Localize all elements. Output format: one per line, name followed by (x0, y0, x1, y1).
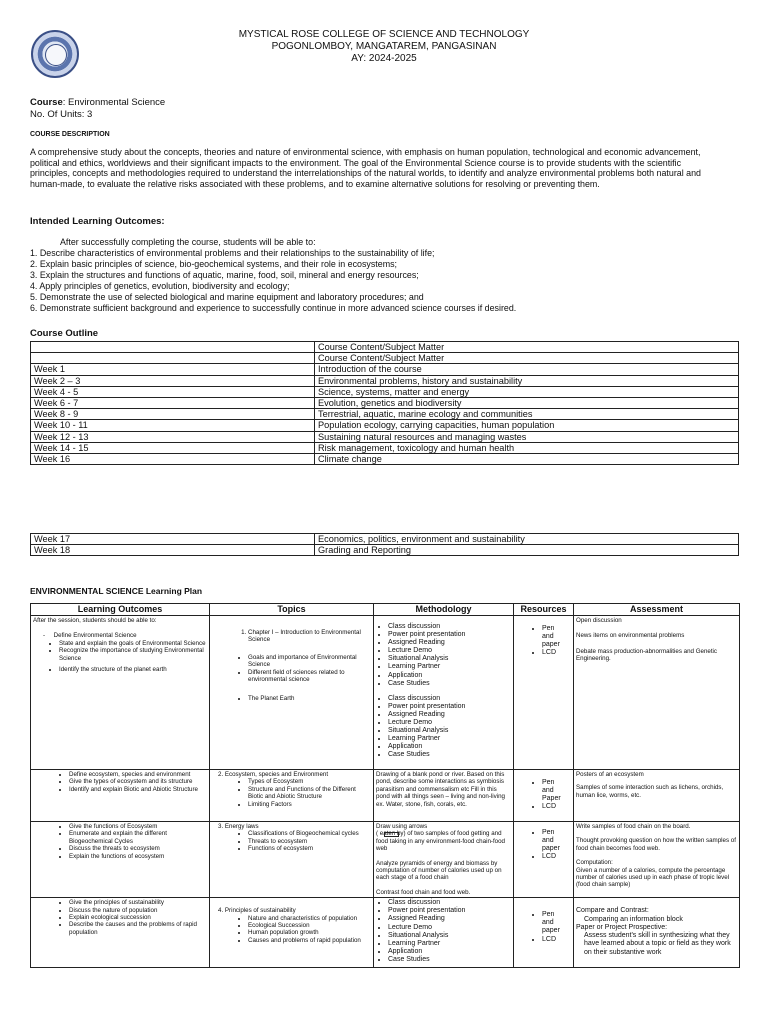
topics-cell (210, 770, 374, 822)
content-cell: Grading and Reporting (315, 545, 739, 556)
list-item: • Explain ecological succession (69, 914, 207, 921)
content-cell: Course Content/Subject Matter (315, 342, 739, 353)
list-item: • Give the functions of Ecosystem (69, 823, 207, 830)
assessment-text: Thought provoking question on how the written samples of food chain becomes food web. (576, 837, 736, 852)
resources-cell (514, 770, 574, 822)
table-row (31, 342, 739, 353)
list-item: • Power point presentation (388, 907, 511, 915)
assessment-text: Posters of an ecosystem (576, 771, 644, 778)
methodology-cell: Drawing of a blank pond or river. Based on this pond, describe some interactions as symbiosis parasitism and commensalism etc Fill in this pond with all things seen – living and non-living ex. Water, stone, fish, corals, etc. (374, 770, 514, 822)
topic-title: 2. Ecosystem, species and Environment (218, 771, 329, 778)
assessment-text: Write samples of food chain on the board. (576, 823, 691, 830)
method-text: Analyze pyramids of energy and biomass by computation of number of calories used up on each stage of a food chain (376, 859, 502, 882)
list-item: • Recognize the importance of studying Environmental Science (59, 647, 207, 662)
list-item: • Pen and paper (542, 829, 564, 853)
ilo-item: 2. Explain basic principles of science, bio-geochemical systems, and their role in ecosystems; (30, 259, 397, 269)
lo-list (33, 899, 207, 936)
header-assessment: Assessment (574, 604, 740, 616)
list-item: 1. Chapter I – Introduction to Environmental Science (248, 629, 371, 644)
header-methodology: Methodology (374, 604, 514, 616)
methodology-cell (374, 898, 514, 968)
assessment-cell (574, 770, 740, 822)
college-address: POGONLOMBOY, MANGATAREM, PANGASINAN (271, 41, 497, 52)
method-list (376, 899, 511, 964)
list-item: • Goals and importance of Environmental Science (248, 654, 371, 669)
list-item: • Limiting Factors (248, 801, 371, 808)
lo-list (33, 666, 207, 673)
list-item: • Situational Analysis (388, 932, 511, 940)
list-item: • Give the types of ecosystem and its structure (69, 778, 207, 785)
list-item: • LCD (542, 803, 564, 811)
header-topics: Topics (210, 604, 374, 616)
list-item: • Learning Partner (388, 663, 511, 671)
lo-dash-item: - Define Environmental Science (43, 632, 137, 640)
week-cell: Week 16 (31, 453, 315, 464)
list-item: • Define ecosystem, species and environment (69, 771, 207, 778)
week-cell: Week 2 – 3 (31, 375, 315, 386)
assessment-text: Samples of some interaction such as lichens, orchids, human lice, worms, etc. (576, 784, 724, 799)
content-cell: Climate change (315, 453, 739, 464)
list-item: • Application (388, 743, 511, 751)
list-item: • Assigned Reading (388, 915, 511, 923)
assessment-text: Debate mass production-abnormalities and Genetic Engineering. (576, 647, 718, 663)
course-line (30, 97, 165, 108)
assessment-text: Open discussion (576, 617, 622, 624)
list-item: • LCD (542, 649, 562, 657)
list-item: • Types of Ecosystem (248, 778, 371, 785)
course-label: Course (30, 97, 63, 108)
week-cell: Week 1 (31, 364, 315, 375)
ilo-item: 5. Demonstrate the use of selected biological and marine equipment and laboratory procedures; and (30, 292, 424, 302)
list-item: • Enumerate and explain the different Biogeochemical Cycles (69, 830, 207, 845)
topics-cell (210, 822, 374, 898)
list-item: • LCD (542, 853, 564, 861)
header-resources: Resources (514, 604, 574, 616)
resources-cell (514, 616, 574, 770)
header-learning-outcomes: Learning Outcomes (31, 604, 210, 616)
list-item: • Class discussion (388, 899, 511, 907)
lo-intro: After the session, students should be able to: (33, 617, 157, 624)
method-list (376, 623, 511, 688)
table-header-row (31, 604, 740, 616)
content-cell: Introduction of the course (315, 364, 739, 375)
course-outline-table-continued (30, 533, 739, 556)
learning-outcomes-cell (31, 770, 210, 822)
list-item: • Structure and Functions of the Different Biotic and Abiotic Structure (248, 786, 371, 801)
assessment-text: News items on environmental problems (576, 632, 685, 640)
course-value: : Environmental Science (62, 97, 166, 108)
ilo-item: 4. Apply principles of genetics, evolution, biodiversity and ecology; (30, 281, 290, 291)
content-cell: Sustaining natural resources and managing wastes (315, 431, 739, 442)
methodology-cell (374, 616, 514, 770)
list-item: • State and explain the goals of Environmental Science (59, 640, 207, 647)
list-item: • Discuss the threats to ecosystem (69, 845, 207, 852)
list-item: • Nature and characteristics of population (248, 915, 371, 922)
list-item: • Pen and paper (542, 911, 564, 935)
table-row (31, 364, 739, 375)
table-row (31, 770, 740, 822)
lo-text: Define Environmental Science (53, 632, 137, 640)
list-item: • Classifications of Biogeochemical cycles (248, 830, 371, 837)
list-item: • Case Studies (388, 956, 511, 964)
method-text: ( eaten by) of two samples of food getting and food taking in any environment-food chain-food web (376, 830, 505, 853)
table-row (31, 898, 740, 968)
week-cell: Week 6 - 7 (31, 397, 315, 408)
table-row (31, 822, 740, 898)
list-item: • LCD (542, 936, 564, 944)
list-item: • Learning Partner (388, 735, 511, 743)
learning-plan-table (30, 603, 740, 968)
assessment-cell (574, 616, 740, 770)
method-text-arrow-line (376, 830, 511, 852)
topics-cell (210, 898, 374, 968)
ilo-item: 3. Explain the structures and functions of aquatic, marine, food, soil, mineral and energy resources; (30, 270, 419, 280)
week-cell: Week 14 - 15 (31, 442, 315, 453)
list-item: • Ecological Succession (248, 922, 371, 929)
list-item: • Discuss the nature of population (69, 907, 207, 914)
topic-sublist (212, 778, 371, 808)
college-name: MYSTICAL ROSE COLLEGE OF SCIENCE AND TECHNOLOGY (238, 29, 530, 40)
table-row (31, 545, 739, 556)
learning-outcomes-cell (31, 898, 210, 968)
resources-cell (514, 822, 574, 898)
learning-outcomes-cell (31, 616, 210, 770)
table-row (31, 409, 739, 420)
week-cell: Week 4 - 5 (31, 386, 315, 397)
content-cell: Environmental problems, history and sustainability (315, 375, 739, 386)
list-item: • Application (388, 948, 511, 956)
list-item: • Class discussion (388, 623, 511, 631)
list-item: • Application (388, 672, 511, 680)
ilo-heading: Intended Learning Outcomes: (30, 216, 165, 227)
table-row (31, 375, 739, 386)
list-item: • Give the principles of sustainability (69, 899, 207, 906)
list-item: • Learning Partner (388, 940, 511, 948)
list-item: • Lecture Demo (388, 719, 511, 727)
resource-list (516, 829, 564, 861)
content-cell: Evolution, genetics and biodiversity (315, 397, 739, 408)
week-cell (31, 342, 315, 353)
table-row (31, 453, 739, 464)
assessment-text: Paper or Project Prospective: (576, 923, 668, 931)
table-row (31, 420, 739, 431)
table-row (31, 397, 739, 408)
assessment-text: Computation: (576, 859, 613, 867)
lo-list (33, 640, 207, 662)
content-cell: Economics, politics, environment and sustainability (315, 534, 739, 545)
list-item: • Power point presentation (388, 703, 511, 711)
content-cell: Risk management, toxicology and human health (315, 442, 739, 453)
topic-sublist (212, 695, 371, 702)
list-item: • Case Studies (388, 751, 511, 759)
academic-year: AY: 2024-2025 (351, 53, 417, 64)
units: No. Of Units: 3 (30, 109, 93, 120)
ilo-list (30, 237, 730, 314)
list-item: • Identify and explain Biotic and Abiotic Structure (69, 786, 207, 793)
list-item: • Pen and paper (542, 625, 562, 649)
table-row (31, 534, 739, 545)
topics-cell (210, 616, 374, 770)
list-item: • Functions of ecosystem (248, 845, 371, 852)
list-item: • Situational Analysis (388, 727, 511, 735)
list-item: • Describe the causes and the problems of rapid population (69, 921, 207, 936)
resource-list (516, 911, 564, 943)
table-row (31, 386, 739, 397)
week-cell: Week 10 - 11 (31, 420, 315, 431)
topic-sublist (212, 654, 371, 684)
list-item: • Situational Analysis (388, 655, 511, 663)
table-row (31, 353, 739, 364)
week-cell: Week 17 (31, 534, 315, 545)
list-item: • Causes and problems of rapid population (248, 937, 371, 944)
lo-list (33, 823, 207, 860)
assessment-cell (574, 898, 740, 968)
assessment-text: Comparing an information block (584, 915, 683, 923)
lo-list (33, 771, 207, 793)
content-cell: Terrestrial, aquatic, marine ecology and communities (315, 409, 739, 420)
assessment-text: Compare and Contrast: (576, 907, 649, 915)
list-item: • Case Studies (388, 680, 511, 688)
ilo-item: 6. Demonstrate sufficient background and experience to successfully continue in more advanced science courses if desired. (30, 303, 517, 313)
assessment-cell (574, 822, 740, 898)
learning-outcomes-cell (31, 822, 210, 898)
ilo-item: 1. Describe characteristics of environmental problems and their relationships to the sustainability of life; (30, 248, 435, 258)
method-text: Draw using arrows (376, 823, 428, 830)
ilo-intro: After successfully completing the course, students will be able to: (60, 237, 316, 247)
list-item: • Explain the functions of ecosystem (69, 853, 207, 860)
topic-sublist (212, 830, 371, 852)
topic-title: 4. Principles of sustainability (218, 907, 296, 915)
table-row (31, 442, 739, 453)
list-item: • Assigned Reading (388, 639, 511, 647)
table-row (31, 431, 739, 442)
resources-cell (514, 898, 574, 968)
assessment-text: Given a number of a calories, compute the percentage number of calories used up in each phase of tropic level (food chain sample) (576, 866, 730, 889)
content-cell: Course Content/Subject Matter (315, 353, 739, 364)
topic-list (212, 629, 371, 644)
week-cell: Week 12 - 13 (31, 431, 315, 442)
list-item: • Power point presentation (388, 631, 511, 639)
method-list (376, 695, 511, 760)
list-item: • Different field of sciences related to environmental science (248, 669, 371, 684)
course-description-heading: COURSE DESCRIPTION (30, 131, 110, 138)
list-item: • Pen and Paper (542, 779, 564, 803)
topic-sublist (212, 915, 371, 945)
list-item: • Lecture Demo (388, 647, 511, 655)
topic-title: 3. Energy laws (218, 823, 259, 830)
list-item: • Class discussion (388, 695, 511, 703)
course-outline-heading: Course Outline (30, 328, 99, 339)
method-text: Contrast food chain and food web. (376, 888, 471, 896)
week-cell (31, 353, 315, 364)
content-cell: Science, systems, matter and energy (315, 386, 739, 397)
list-item: • Identify the structure of the planet earth (59, 666, 207, 673)
list-item: • Human population growth (248, 929, 371, 936)
resource-list (516, 625, 562, 657)
resource-list (516, 779, 564, 811)
course-description: A comprehensive study about the concepts, theories and nature of environmental science, with emphasis on human population, technological and economic advancement, political and ethics, worldviews and their significant impacts to the environment. The goal of the Environmental Science course is to provide students with the scientific principles, concepts and methodologies required to understand the interrelationships of the natural worlds, to identify and analyze environmental problems both natural and human-made, to evaluate the relative risks associated with these problems, and to examine alternative solutions for resolving or preventing them. (30, 147, 701, 190)
list-item: • Lecture Demo (388, 924, 511, 932)
table-row (31, 616, 740, 770)
methodology-cell (374, 822, 514, 898)
course-outline-table (30, 341, 739, 465)
list-item: • Assigned Reading (388, 711, 511, 719)
list-item: • The Planet Earth (248, 695, 371, 702)
learning-plan-heading: ENVIRONMENTAL SCIENCE Learning Plan (30, 586, 203, 596)
assessment-text: Assess student's skill in synthesizing what they have learned about a topic or field as they work on their substantive work (584, 932, 731, 956)
content-cell: Population ecology, carrying capacities, human population (315, 420, 739, 431)
week-cell: Week 8 - 9 (31, 409, 315, 420)
list-item: • Threats to ecosystem (248, 838, 371, 845)
week-cell: Week 18 (31, 545, 315, 556)
arrow-icon (384, 832, 399, 837)
